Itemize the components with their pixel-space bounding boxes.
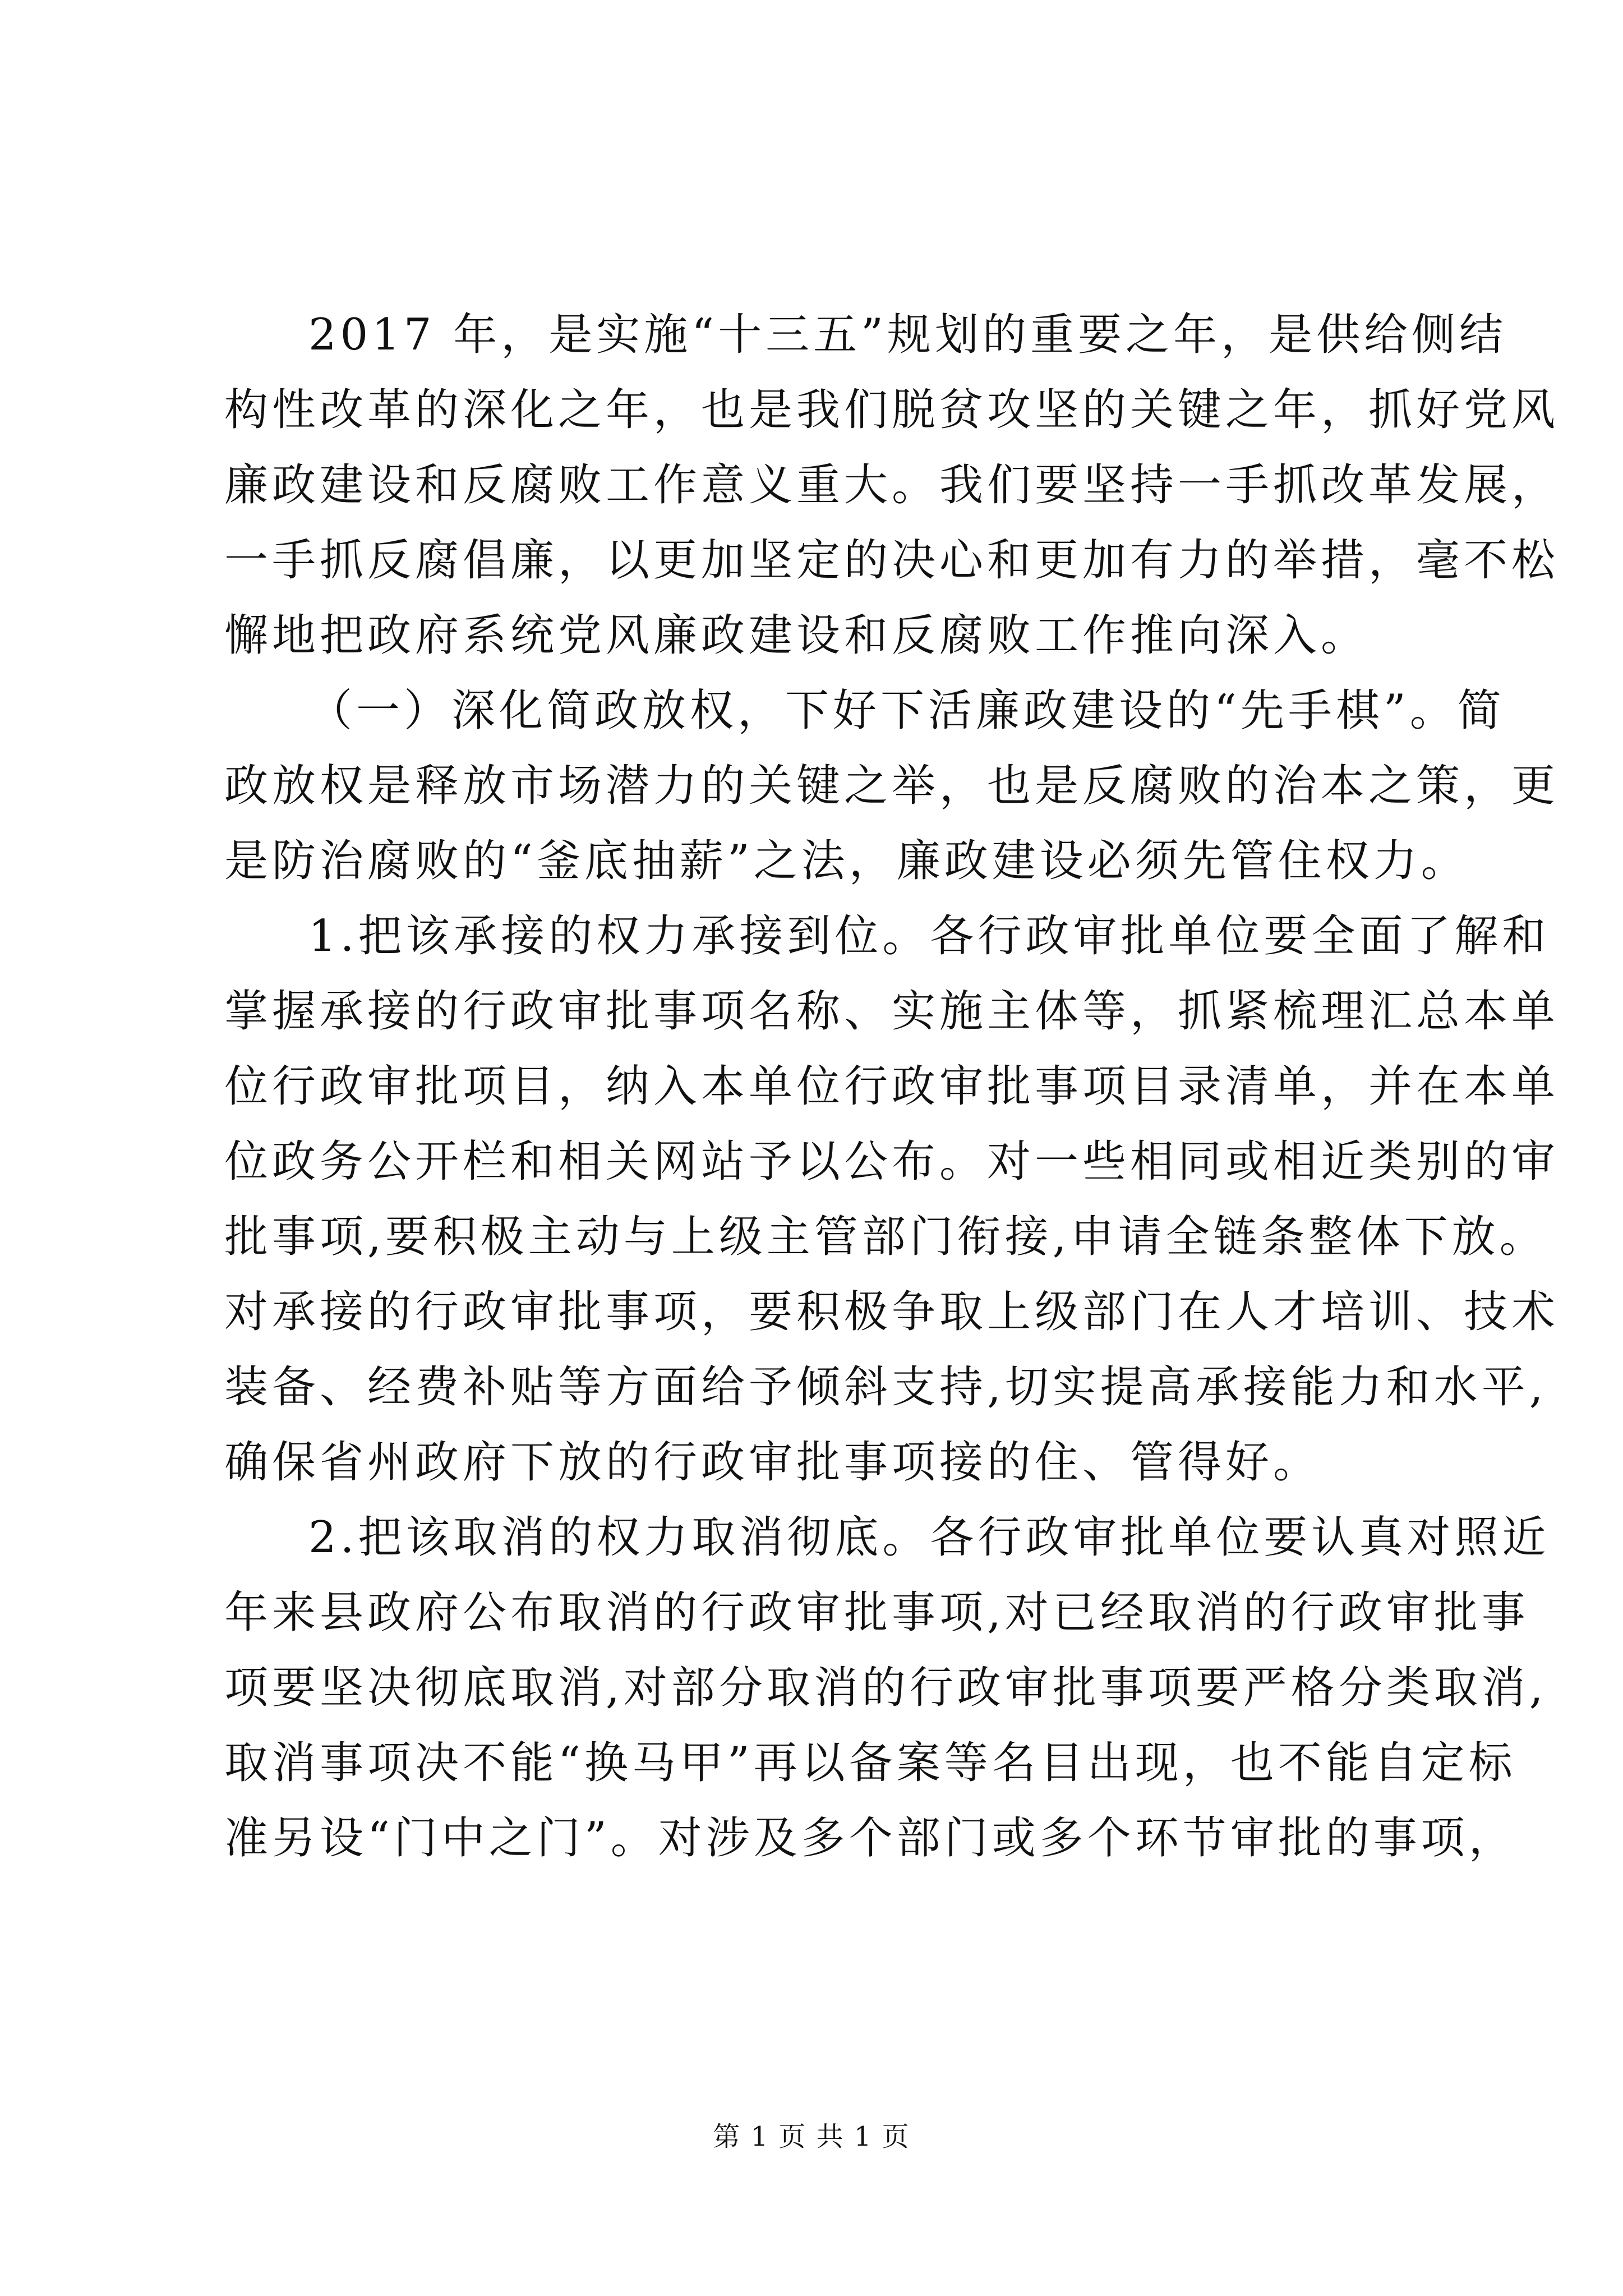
page-footer: 第 1 页 共 1 页 <box>713 2121 910 2152</box>
paragraph-3-line-7: 装备、经费补贴等方面给予倾斜支持,切实提高承接能力和水平, <box>224 1362 1547 1412</box>
paragraph-1-line-4: 一手抓反腐倡廉，以更加坚定的决心和更加有力的举措，毫不松 <box>224 535 1560 586</box>
paragraph-1-line-1: 2017 年，是实施“十三五”规划的重要之年，是供给侧结 <box>308 310 1507 360</box>
paragraph-3-line-6: 对承接的行政审批事项，要积极争取上级部门在人才培训、技术 <box>224 1287 1560 1337</box>
paragraph-2-line-2: 政放权是释放市场潜力的关键之举，也是反腐败的治本之策，更 <box>224 761 1560 811</box>
paragraph-3-line-4: 位政务公开栏和相关网站予以公布。对一些相同或相近类别的审 <box>224 1137 1560 1187</box>
paragraph-1-line-3: 廉政建设和反腐败工作意义重大。我们要坚持一手抓改革发展， <box>224 460 1560 510</box>
paragraph-2-line-1: （一）深化简政放权，下好下活廉政建设的“先手棋”。简 <box>308 685 1505 736</box>
paragraph-4-line-2: 年来县政府公布取消的行政审批事项,对已经取消的行政审批事 <box>224 1588 1529 1638</box>
paragraph-1-line-5: 懈地把政府系统党风廉政建设和反腐败工作推向深入。 <box>224 610 1369 661</box>
paragraph-2-line-3: 是防治腐败的“釜底抽薪”之法，廉政建设必须先管住权力。 <box>224 836 1469 886</box>
paragraph-3-line-3: 位行政审批项目，纳入本单位行政审批事项目录清单，并在本单 <box>224 1061 1560 1112</box>
paragraph-4-line-3: 项要坚决彻底取消,对部分取消的行政审批事项要严格分类取消, <box>224 1663 1547 1713</box>
paragraph-3-line-8: 确保省州政府下放的行政审批事项接的住、管得好。 <box>224 1437 1321 1488</box>
document-body <box>224 297 1560 1876</box>
paragraph-4-line-4: 取消事项决不能“换马甲”再以备案等名目出现，也不能自定标 <box>224 1738 1516 1788</box>
paragraph-3-line-1: 1.把该承接的权力承接到位。各行政审批单位要全面了解和 <box>308 911 1550 961</box>
paragraph-1-line-2: 构性改革的深化之年，也是我们脱贫攻坚的关键之年，抓好党风 <box>224 385 1560 435</box>
paragraph-4-line-1: 2.把该取消的权力取消彻底。各行政审批单位要认真对照近 <box>308 1512 1550 1563</box>
paragraph-3-line-2: 掌握承接的行政审批事项名称、实施主体等，抓紧梳理汇总本单 <box>224 986 1560 1037</box>
paragraph-4-line-5: 准另设“门中之门”。对涉及多个部门或多个环节审批的事项， <box>224 1813 1516 1864</box>
paragraph-3-line-5: 批事项,要积极主动与上级主管部门衔接,申请全链条整体下放。 <box>224 1212 1547 1262</box>
